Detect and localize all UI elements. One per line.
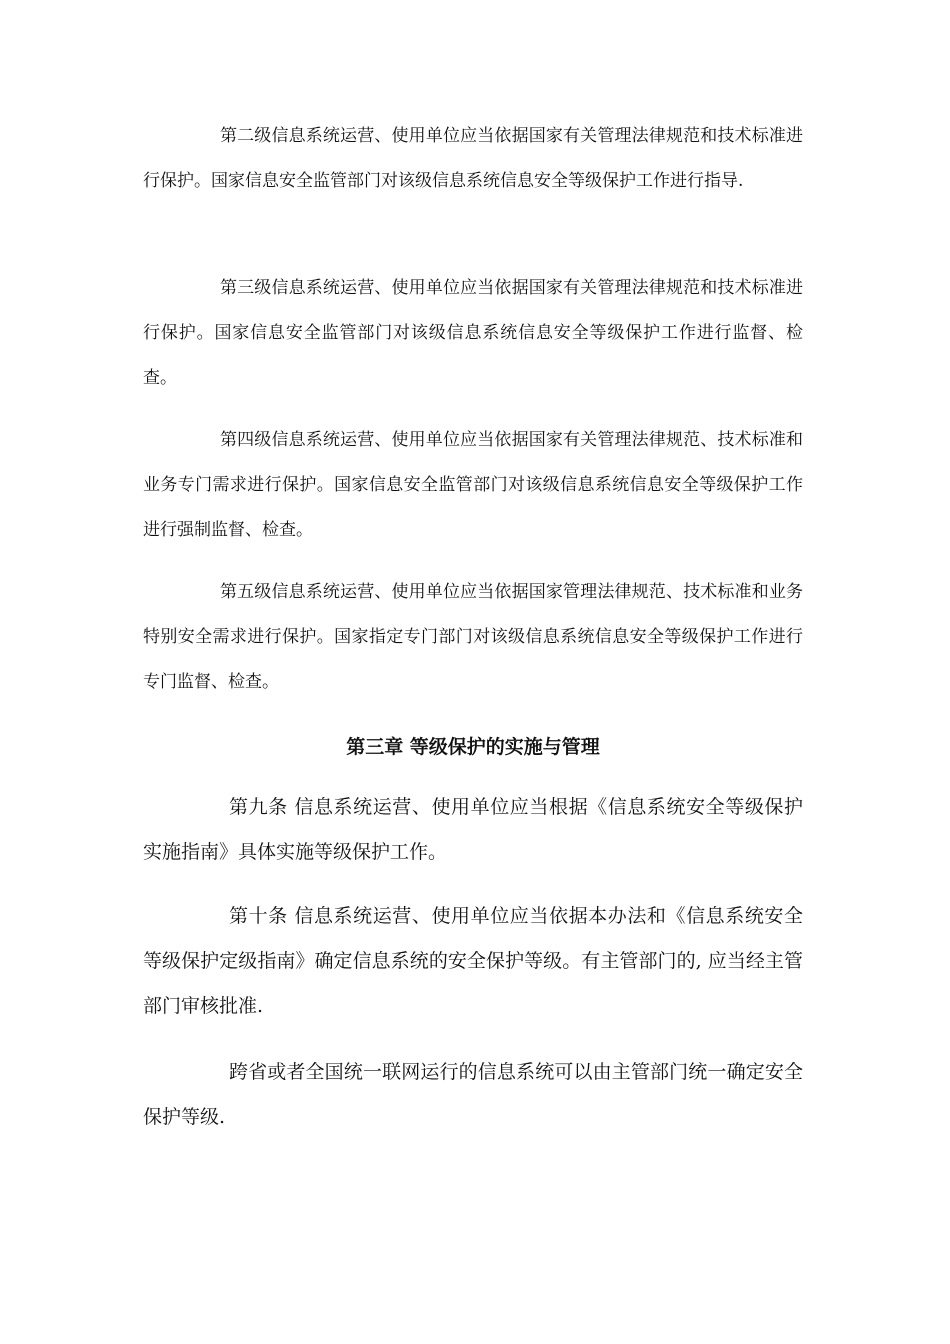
- chapter-heading: 第三章 等级保护的实施与管理: [346, 736, 600, 758]
- article-ten-paragraph: 第十条 信息系统运营、使用单位应当依据本办法和《信息系统安全等级保护定级指南》确定信息系统的安全保护等级。有主管部门的, 应当经主管部门审核批准.: [143, 905, 803, 1017]
- article-nine-paragraph: 第九条 信息系统运营、使用单位应当根据《信息系统安全等级保护实施指南》具体实施等级保护工作。: [143, 796, 803, 863]
- cross-province-system-paragraph: 跨省或者全国统一联网运行的信息系统可以由主管部门统一确定安全保护等级.: [143, 1061, 803, 1128]
- paragraph-level-four-protection: 第四级信息系统运营、使用单位应当依据国家有关管理法律规范、技术标准和业务专门需求进行保护。国家信息安全监管部门对该级信息系统信息安全等级保护工作进行强制监督、检查。: [143, 430, 803, 540]
- paragraph-level-two-protection: 第二级信息系统运营、使用单位应当依据国家有关管理法律规范和技术标准进行保护。国家信息安全监管部门对该级信息系统信息安全等级保护工作进行指导.: [143, 126, 803, 191]
- paragraph-level-five-protection: 第五级信息系统运营、使用单位应当依据国家管理法律规范、技术标准和业务特别安全需求进行保护。国家指定专门部门对该级信息系统信息安全等级保护工作进行专门监督、检查。: [143, 582, 803, 692]
- paragraph-level-three-protection: 第三级信息系统运营、使用单位应当依据国家有关管理法律规范和技术标准进行保护。国家信息安全监管部门对该级信息系统信息安全等级保护工作进行监督、检查。: [143, 278, 803, 388]
